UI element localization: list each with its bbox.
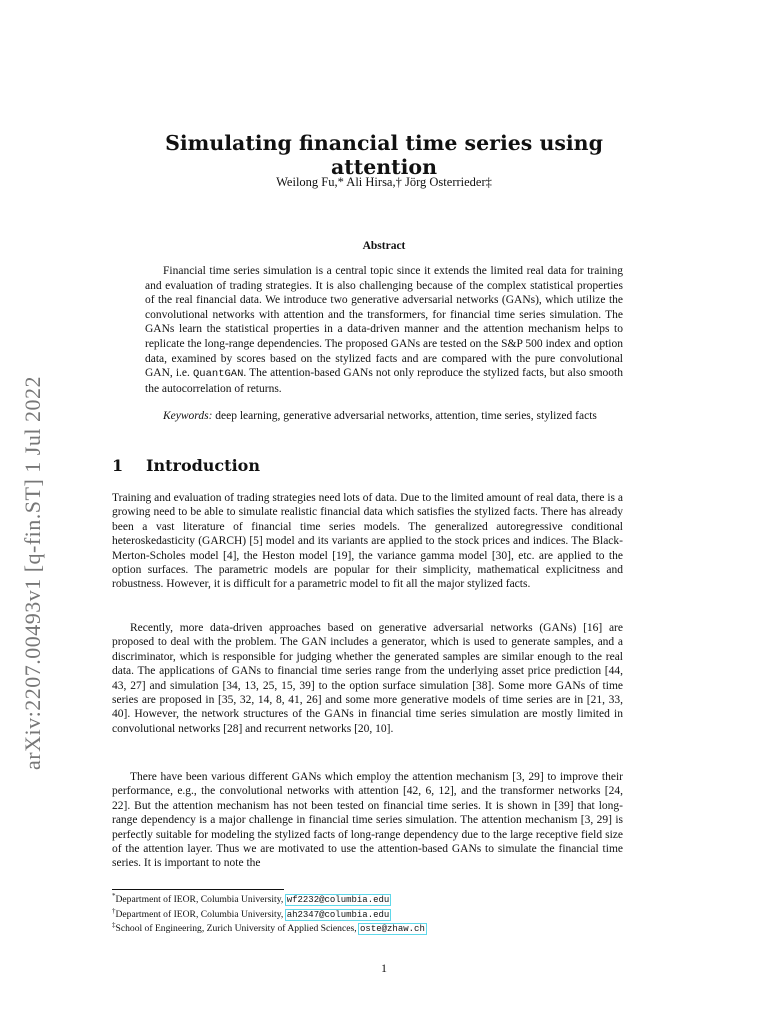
abstract-text-end: . The attention-based GANs not only reproduce the stylized facts, but also smooth the autocorrelation of returns. [145, 367, 623, 395]
footnote-mark: * [112, 891, 116, 900]
abstract-code-term: QuantGAN [192, 368, 244, 381]
paragraph: Recently, more data-driven approaches based on generative adversarial networks (GANs) [16] are proposed to deal with the problem. The GAN includes a generator, which is used to generate samples, and a discriminator, which is responsible for judging whether the generated samples are similar enough to the real data. The applications of GANs to financial time series range from the underlying asset price prediction [44, 43, 27] and simulation [34, 13, 25, 15, 39] to the option surface simulation [38]. Some more GANs of time series are proposed in [35, 32, 14, 8, 41, 26] and some more generative models of time series are in [21, 33, 40]. However, the network structures of the GANs in financial time series simulation are mostly limited in convolutional networks [28] and recurrent networks [20, 10]. [112, 622, 623, 735]
footnotes [112, 893, 632, 937]
arxiv-identifier[interactable]: arXiv:2207.00493v1 [q-fin.ST] 1 Jul 2022 [20, 376, 45, 770]
page-number: 1 [381, 961, 387, 975]
footnote [112, 893, 632, 908]
footnote-text: Department of IEOR, Columbia University, [115, 908, 284, 920]
keywords-label: Keywords: [163, 410, 213, 422]
email-link[interactable]: ah2347@columbia.edu [286, 909, 390, 920]
section-title: Introduction [146, 456, 260, 475]
abstract-heading: Abstract [362, 240, 406, 252]
footnote-mark: † [112, 906, 116, 915]
footnote-text: School of Engineering, Zurich University of Applied Sciences, [115, 923, 357, 935]
section-number: 1 [112, 456, 124, 475]
paper-title: Simulating financial time series using attention [165, 131, 603, 179]
author-list: Weilong Fu,* Ali Hirsa,† Jörg Osterrieder‡ [276, 175, 492, 189]
email-link[interactable]: oste@zhaw.ch [360, 924, 425, 935]
footnote [112, 908, 632, 923]
abstract-text: Financial time series simulation is a central topic since it extends the limited real data for training and evaluation of trading strategies. It is also challenging because of the complex statistical properties of the real financial data. We introduce two generative adversarial networks (GANs), which utilize the convolutional networks with attention and the transformers, for financial time series simulation. The GANs learn the statistical properties in a data-driven manner and the attention mechanism helps to replicate the long-range dependencies. The proposed GANs are tested on the S&P 500 index and option data, examined by scores based on the stylized facts and are compared with the pure convolutional GAN, i.e. [145, 265, 623, 380]
footnote-text: Department of IEOR, Columbia University, [115, 894, 284, 905]
paragraph: There have been various different GANs which employ the attention mechanism [3, 29] to improve their performance, e.g., the convolutional networks with attention [42, 6, 12], and the transformer networks [24, 22]. But the attention mechanism has not been tested on financial time series. It is shown in [39] that long-range dependency is a major challenge in financial time series simulation. The attention mechanism [3, 29] is perfectly suitable for modeling the stylized facts of long-range dependency due to the large receptive field size of the attention layer. Thus we are motivated to use the attention-based GANs to simulate the financial time series. It is important to note the [112, 771, 623, 870]
footnote-mark: ‡ [112, 921, 116, 929]
abstract-body [145, 264, 623, 396]
keywords [145, 409, 623, 424]
paragraph: Training and evaluation of trading strategies need lots of data. Due to the limited amount of real data, there is a growing need to be able to simulate realistic financial data which satisfies the stylized facts. There has already been a vast literature of financial time series models. The generalized autoregressive conditional heteroskedasticity (GARCH) [5] model and its variants are applied to the stock prices and indices. The Black-Merton-Scholes model [4], the Heston model [19], the variance gamma model [30], etc. are applied to the option surfaces. The parametric models are popular for their simplicity, mathematical explicitness and robustness. However, it is difficult for a parametric model to fit all the major stylized facts. [112, 492, 623, 591]
keywords-text: deep learning, generative adversarial networks, attention, time series, stylized facts [215, 410, 597, 422]
section-heading [112, 456, 260, 475]
email-link[interactable]: wf2232@columbia.edu [286, 895, 390, 905]
footnote [112, 922, 632, 937]
footnote-divider [112, 889, 284, 890]
